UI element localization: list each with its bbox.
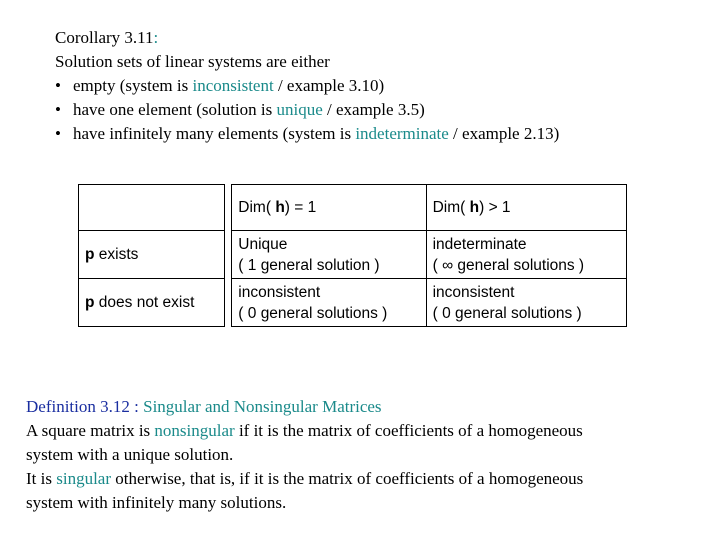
term-singular: singular [56,469,112,488]
cell-line: indeterminate [432,235,527,253]
var-p: p [85,246,95,263]
corollary-block [55,26,559,146]
term-indeterminate: indeterminate [355,124,449,143]
definition-sep: : [129,397,144,416]
cell-indeterminate [426,231,626,279]
definition-label: Definition 3.12 [26,397,130,416]
table-gap [225,231,232,279]
cell-line: inconsistent [238,283,321,301]
definition-line [26,419,583,443]
term-nonsingular: nonsingular [154,421,235,440]
bullet-text: / example 3.10) [273,76,385,95]
bullet-text: have infinitely many elements (system is [73,124,356,143]
definition-heading [26,395,583,419]
cell-line: ( 1 general solution ) [238,256,380,274]
definition-text: It is [26,469,57,488]
term-unique: unique [276,100,323,119]
bullet-text: empty (system is [73,76,193,95]
cell-line: Unique [238,235,288,253]
definition-text: if it is the matrix of coefficients of a homogeneous [234,421,583,440]
solution-table [78,184,627,327]
row-label-text: does not exist [94,294,195,311]
definition-line: system with infinitely many solutions. [26,493,287,512]
table-corner-cell [79,185,225,231]
definition-block [26,395,583,515]
corollary-title: Corollary 3.11 [55,28,154,47]
table-row [79,279,627,327]
header-text: Dim( [238,199,276,216]
bullet-text: / example 3.5) [322,100,425,119]
definition-line [26,467,583,491]
cell-line: inconsistent [432,283,515,301]
bullet-icon: • [55,124,61,143]
corollary-intro: Solution sets of linear systems are either [55,52,330,71]
row-label-p-exists [79,231,225,279]
header-text: ) = 1 [284,199,317,216]
cell-unique [232,231,426,279]
corollary-heading [55,26,559,50]
bullet-text: / example 2.13) [448,124,560,143]
bullet-text: have one element (solution is [73,100,277,119]
var-h: h [275,199,285,216]
var-h: h [469,199,480,216]
header-text: ) > 1 [479,199,511,216]
table-row [79,231,627,279]
corollary-title-colon: : [153,28,159,47]
header-dim-eq-1 [232,185,426,231]
cell-inconsistent [232,279,426,327]
bullet-icon: • [55,100,61,119]
cell-line: ( 0 general solutions ) [432,304,582,322]
cell-inconsistent [426,279,626,327]
cell-line: ( ∞ general solutions ) [432,256,585,274]
bullet-icon: • [55,76,61,95]
row-label-p-not-exist [79,279,225,327]
table-gap [225,279,232,327]
cell-line: ( 0 general solutions ) [238,304,388,322]
header-text: Dim( [432,199,470,216]
definition-text: A square matrix is [26,421,155,440]
corollary-bullet-3 [55,122,559,146]
table-header-row [79,185,627,231]
definition-line: system with a unique solution. [26,445,234,464]
corollary-bullet-2 [55,98,559,122]
row-label-text: exists [94,246,139,263]
definition-title: Singular and Nonsingular Matrices [143,397,382,416]
term-inconsistent: inconsistent [192,76,274,95]
var-p: p [85,294,95,311]
corollary-bullet-1 [55,74,559,98]
definition-text: otherwise, that is, if it is the matrix of coefficients of a homogeneous [111,469,584,488]
header-dim-gt-1 [426,185,626,231]
table-gap [225,185,232,231]
